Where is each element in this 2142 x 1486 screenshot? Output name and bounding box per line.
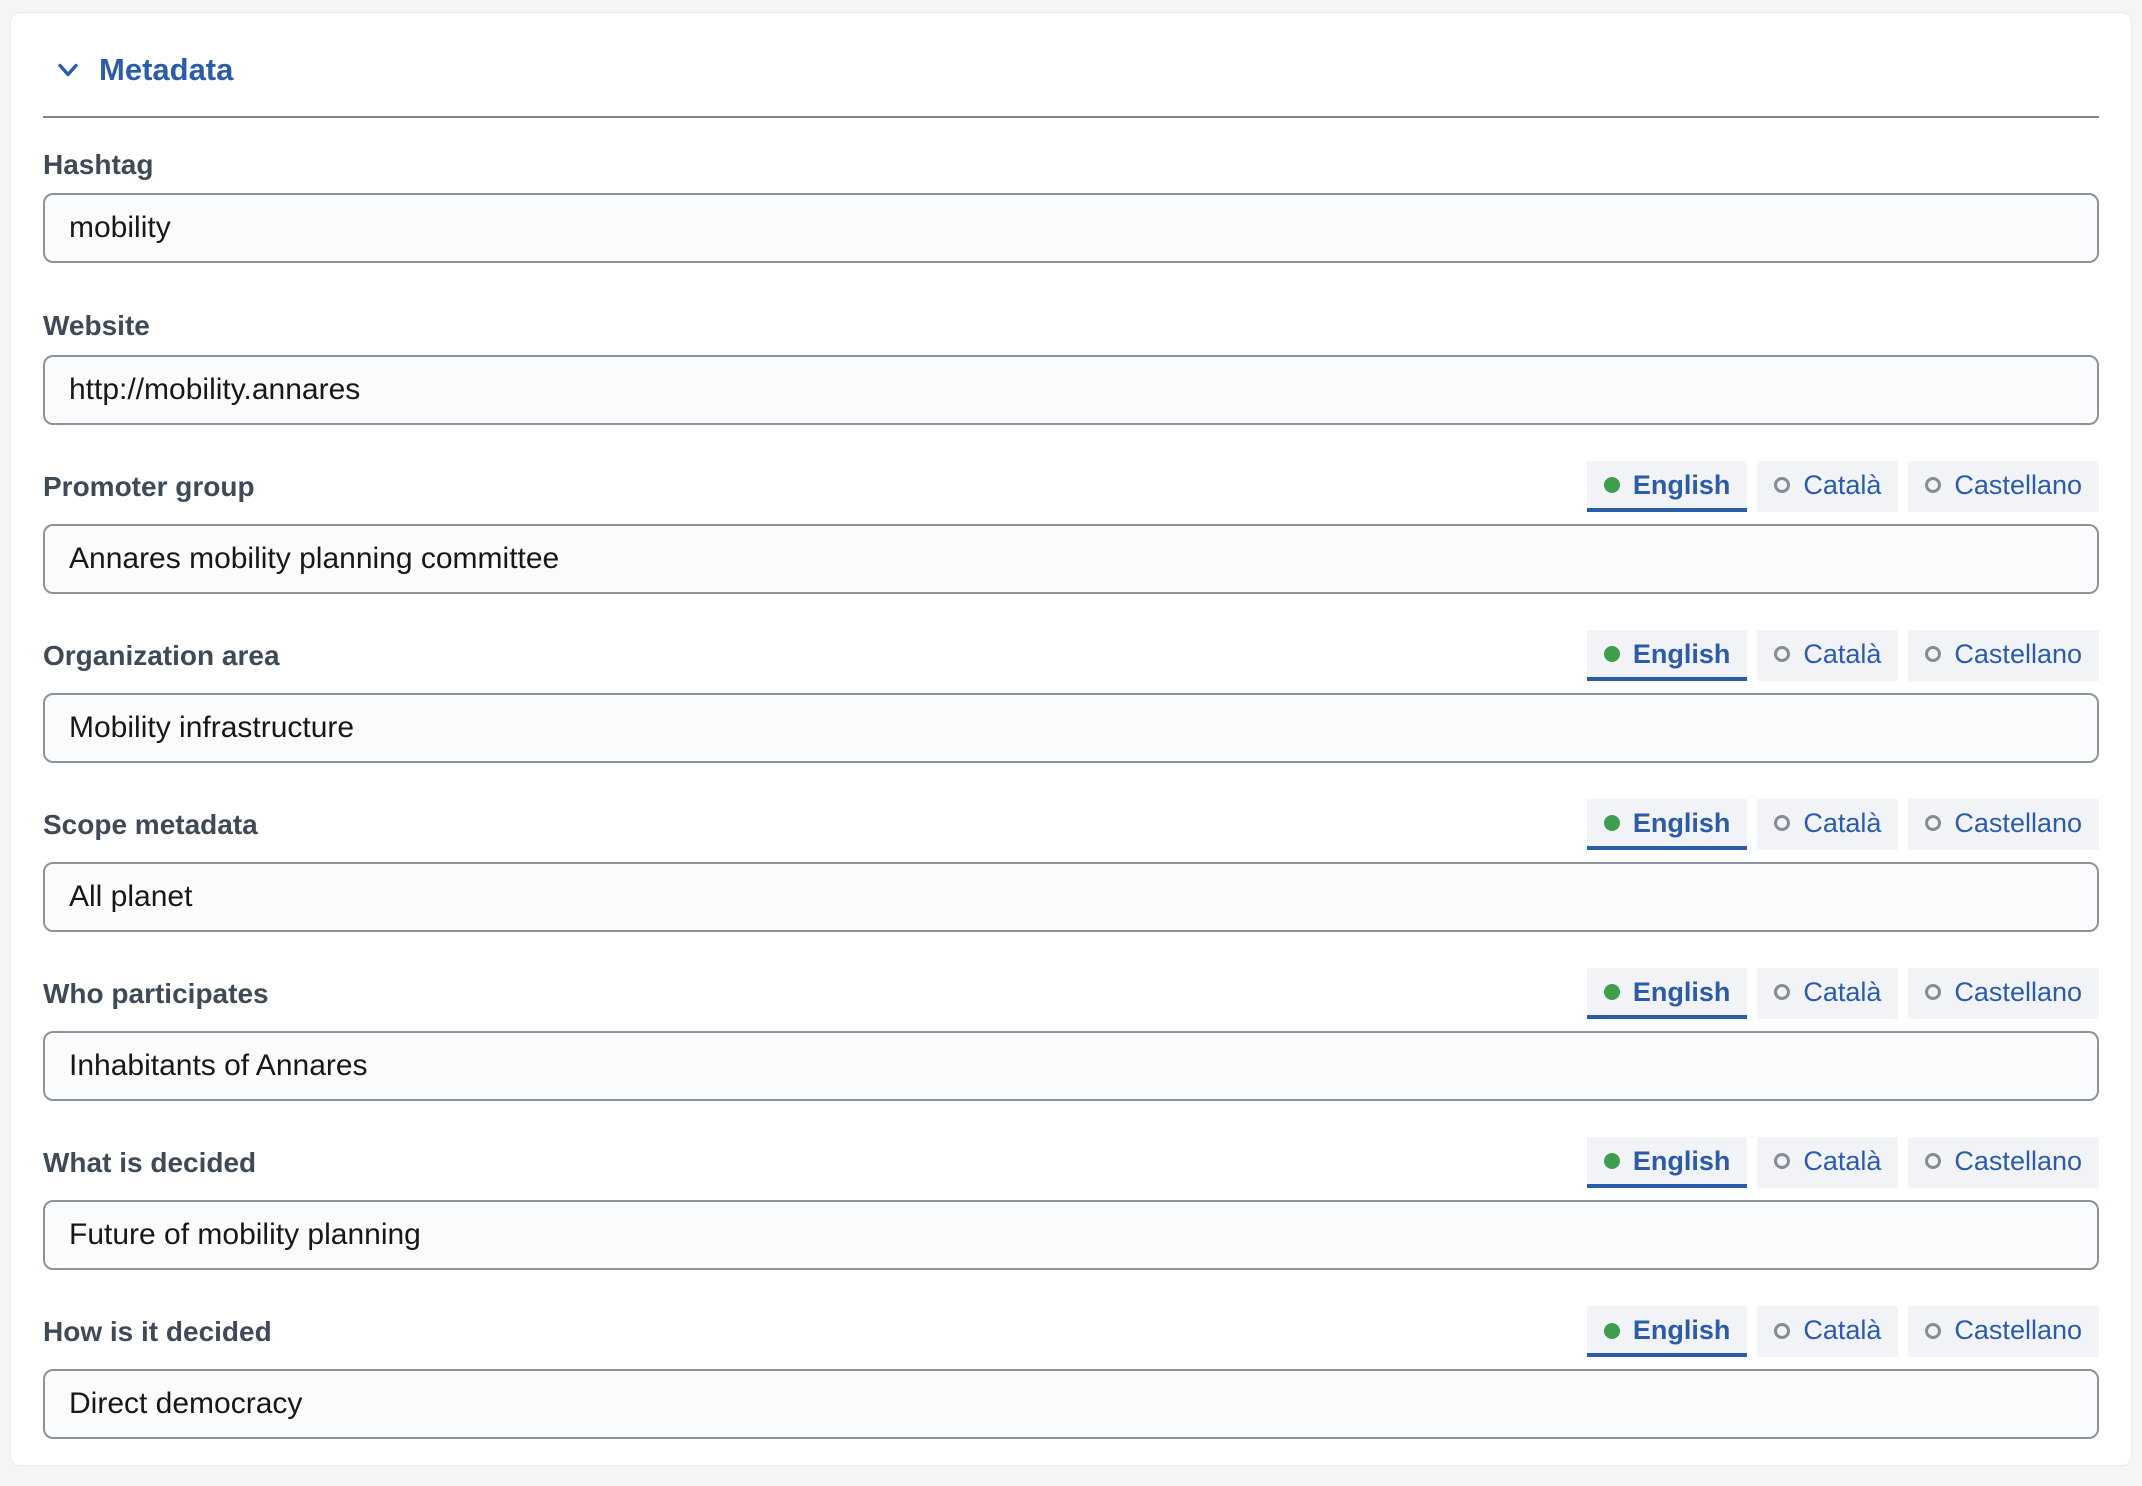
- field-organization-area: [43, 630, 2099, 763]
- lang-tab-label: Castellano: [1954, 638, 2082, 669]
- lang-tab-label: Castellano: [1954, 1315, 2082, 1346]
- lang-tab-label: Castellano: [1954, 469, 2082, 500]
- lang-tab-label: English: [1632, 976, 1731, 1007]
- lang-tab-castellano[interactable]: [1908, 461, 2099, 512]
- active-language-dot-icon: [1604, 984, 1620, 1000]
- field-website: [43, 309, 2099, 425]
- lang-tab-label: English: [1632, 1315, 1731, 1346]
- field-head: [43, 630, 2099, 681]
- active-language-dot-icon: [1604, 646, 1620, 662]
- inactive-language-circle-icon: [1774, 646, 1790, 662]
- hashtag-input[interactable]: [43, 193, 2099, 263]
- organization-area-input[interactable]: [43, 693, 2099, 763]
- how-is-it-decided-input[interactable]: [43, 1369, 2099, 1439]
- language-tabs: [1587, 1306, 2099, 1357]
- field-head: [43, 968, 2099, 1019]
- inactive-language-circle-icon: [1774, 984, 1790, 1000]
- lang-tab-label: Català: [1803, 1145, 1882, 1176]
- inactive-language-circle-icon: [1925, 646, 1941, 662]
- inactive-language-circle-icon: [1925, 477, 1941, 493]
- active-language-dot-icon: [1604, 815, 1620, 831]
- how-is-it-decided-label: How is it decided: [43, 1315, 272, 1347]
- metadata-form-card: [10, 12, 2132, 1466]
- lang-tab-catala[interactable]: [1757, 461, 1898, 512]
- scope-metadata-label: Scope metadata: [43, 808, 258, 840]
- lang-tab-label: Català: [1803, 807, 1882, 838]
- language-tabs: [1587, 1137, 2099, 1188]
- lang-tab-catala[interactable]: [1757, 1306, 1898, 1357]
- field-scope-metadata: [43, 799, 2099, 932]
- field-promoter-group: [43, 461, 2099, 594]
- lang-tab-english[interactable]: [1587, 968, 1748, 1019]
- lang-tab-catala[interactable]: [1757, 799, 1898, 850]
- lang-tab-label: Castellano: [1954, 807, 2082, 838]
- section-divider: [43, 116, 2099, 118]
- lang-tab-castellano[interactable]: [1908, 968, 2099, 1019]
- inactive-language-circle-icon: [1774, 1153, 1790, 1169]
- inactive-language-circle-icon: [1925, 1153, 1941, 1169]
- lang-tab-english[interactable]: [1587, 1137, 1748, 1188]
- field-what-is-decided: [43, 1137, 2099, 1270]
- inactive-language-circle-icon: [1925, 984, 1941, 1000]
- scope-metadata-input[interactable]: [43, 862, 2099, 932]
- active-language-dot-icon: [1604, 477, 1620, 493]
- field-head: [43, 1137, 2099, 1188]
- language-tabs: [1587, 630, 2099, 681]
- inactive-language-circle-icon: [1774, 1323, 1790, 1339]
- who-participates-label: Who participates: [43, 977, 269, 1009]
- website-input[interactable]: [43, 355, 2099, 425]
- organization-area-label: Organization area: [43, 639, 280, 671]
- active-language-dot-icon: [1604, 1153, 1620, 1169]
- lang-tab-castellano[interactable]: [1908, 1306, 2099, 1357]
- field-head: [43, 461, 2099, 512]
- lang-tab-label: English: [1632, 638, 1731, 669]
- lang-tab-castellano[interactable]: [1908, 630, 2099, 681]
- inactive-language-circle-icon: [1774, 815, 1790, 831]
- section-title: Metadata: [99, 52, 234, 87]
- lang-tab-catala[interactable]: [1757, 1137, 1898, 1188]
- field-hashtag: [43, 148, 2099, 264]
- lang-tab-catala[interactable]: [1757, 968, 1898, 1019]
- lang-tab-label: Català: [1803, 638, 1882, 669]
- lang-tab-label: Castellano: [1954, 976, 2082, 1007]
- lang-tab-english[interactable]: [1587, 630, 1748, 681]
- field-head: [43, 1306, 2099, 1357]
- lang-tab-label: English: [1632, 1145, 1731, 1176]
- inactive-language-circle-icon: [1925, 815, 1941, 831]
- lang-tab-english[interactable]: [1587, 461, 1748, 512]
- language-tabs: [1587, 461, 2099, 512]
- what-is-decided-input[interactable]: [43, 1200, 2099, 1270]
- lang-tab-castellano[interactable]: [1908, 1137, 2099, 1188]
- metadata-section-toggle[interactable]: [53, 51, 233, 88]
- lang-tab-label: Català: [1803, 976, 1882, 1007]
- chevron-down-icon: [53, 55, 83, 85]
- lang-tab-castellano[interactable]: [1908, 799, 2099, 850]
- field-how-is-it-decided: [43, 1306, 2099, 1439]
- field-head: [43, 799, 2099, 850]
- lang-tab-label: English: [1632, 469, 1731, 500]
- language-tabs: [1587, 968, 2099, 1019]
- who-participates-input[interactable]: [43, 1031, 2099, 1101]
- inactive-language-circle-icon: [1774, 477, 1790, 493]
- lang-tab-label: Català: [1803, 469, 1882, 500]
- active-language-dot-icon: [1604, 1323, 1620, 1339]
- inactive-language-circle-icon: [1925, 1323, 1941, 1339]
- hashtag-label: Hashtag: [43, 148, 154, 180]
- lang-tab-english[interactable]: [1587, 1306, 1748, 1357]
- section-header: [53, 51, 2099, 90]
- promoter-group-label: Promoter group: [43, 470, 255, 502]
- lang-tab-label: English: [1632, 807, 1731, 838]
- website-label: Website: [43, 310, 150, 342]
- lang-tab-english[interactable]: [1587, 799, 1748, 850]
- promoter-group-input[interactable]: [43, 524, 2099, 594]
- lang-tab-catala[interactable]: [1757, 630, 1898, 681]
- what-is-decided-label: What is decided: [43, 1146, 257, 1178]
- language-tabs: [1587, 799, 2099, 850]
- lang-tab-label: Català: [1803, 1315, 1882, 1346]
- lang-tab-label: Castellano: [1954, 1145, 2082, 1176]
- field-who-participates: [43, 968, 2099, 1101]
